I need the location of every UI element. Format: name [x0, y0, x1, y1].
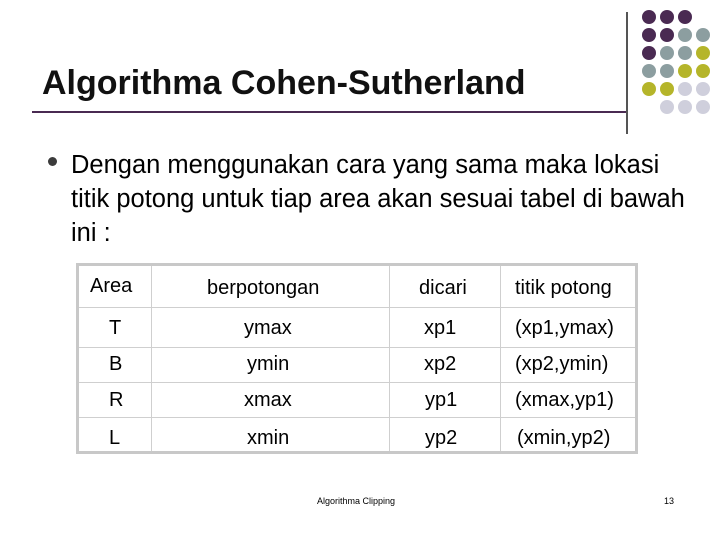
- table-cell-area: T: [109, 317, 122, 339]
- table-cell-berpotongan: xmax: [244, 389, 292, 411]
- decor-dot: [678, 100, 692, 114]
- decor-dot: [696, 82, 710, 96]
- decor-dot: [696, 100, 710, 114]
- table-column-divider: [389, 266, 390, 451]
- decor-dot: [642, 82, 656, 96]
- table-cell-area: B: [109, 353, 123, 375]
- decor-dot: [678, 82, 692, 96]
- table-body: [79, 266, 635, 451]
- decor-dot: [660, 100, 674, 114]
- decor-dot: [642, 46, 656, 60]
- decor-dot: [642, 10, 656, 24]
- table-row-divider: [79, 417, 635, 418]
- decorative-dot-grid: [636, 10, 720, 120]
- table-cell-titik-potong: (xmax,yp1): [515, 389, 614, 411]
- decor-dot: [660, 10, 674, 24]
- table-header-titik-potong: titik potong: [515, 277, 612, 299]
- decor-dot: [660, 82, 674, 96]
- table-row-divider: [79, 307, 635, 308]
- table-cell-area: L: [109, 427, 121, 449]
- decor-dot: [678, 64, 692, 78]
- table-row-divider: [79, 347, 635, 348]
- table-cell-dicari: yp1: [425, 389, 458, 411]
- table-cell-dicari: xp1: [424, 317, 457, 339]
- decor-dot: [660, 28, 674, 42]
- table-cell-dicari: yp2: [425, 427, 458, 449]
- slide-title: Algorithma Cohen-Sutherland: [42, 64, 526, 102]
- table-cell-titik-potong: (xp1,ymax): [515, 317, 614, 339]
- table-cell-berpotongan: ymax: [244, 317, 292, 339]
- decor-dot: [678, 10, 692, 24]
- decor-dot: [660, 64, 674, 78]
- decor-dot: [678, 46, 692, 60]
- bullet-text: Dengan menggunakan cara yang sama maka lokasi titik potong untuk tiap area akan sesuai tabel di bawah ini :: [71, 151, 685, 247]
- page-number: 13: [664, 496, 675, 506]
- table-cell-titik-potong: (xmin,yp2): [517, 427, 611, 449]
- table-cell-area: R: [109, 389, 124, 411]
- table-column-divider: [151, 266, 152, 451]
- table-cell-berpotongan: xmin: [247, 427, 290, 449]
- decor-dot: [696, 64, 710, 78]
- decor-dot: [660, 46, 674, 60]
- table-header-berpotongan: berpotongan: [207, 277, 320, 299]
- vertical-divider: [626, 12, 628, 134]
- table-header-dicari: dicari: [419, 277, 467, 299]
- decor-dot: [642, 64, 656, 78]
- intersection-table: [76, 263, 638, 454]
- decor-dot: [642, 28, 656, 42]
- table-cell-dicari: xp2: [424, 353, 457, 375]
- table-header-area: Area: [90, 275, 133, 297]
- table-row-divider: [79, 382, 635, 383]
- table-column-divider: [500, 266, 501, 451]
- bullet-marker: [48, 157, 57, 166]
- decor-dot: [696, 28, 710, 42]
- decor-dot: [696, 46, 710, 60]
- footer-title: Algorithma Clipping: [317, 496, 396, 506]
- table-cell-berpotongan: ymin: [247, 353, 290, 375]
- title-underline: [32, 111, 628, 113]
- table-cell-titik-potong: (xp2,ymin): [515, 353, 609, 375]
- decor-dot: [678, 28, 692, 42]
